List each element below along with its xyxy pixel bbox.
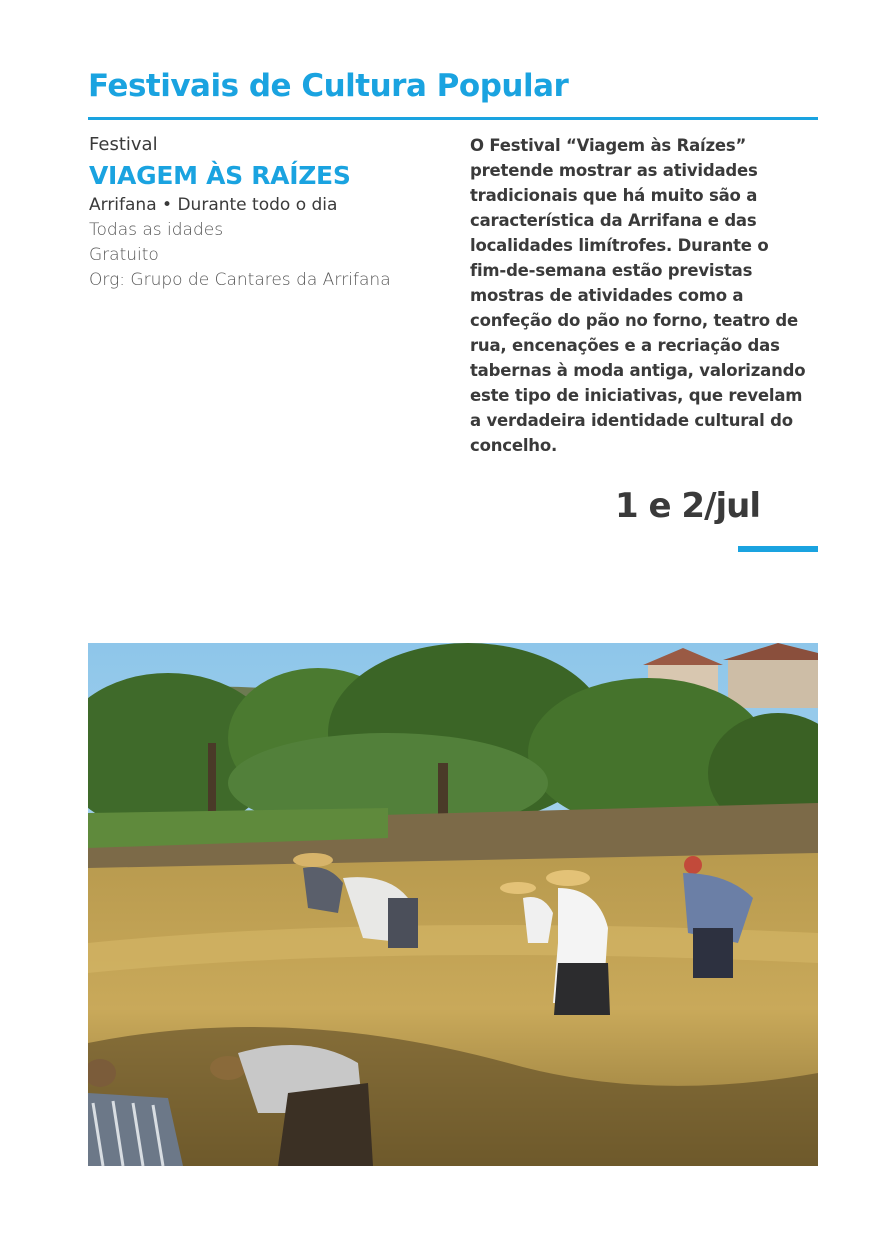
description-line: este tipo de iniciativas, que revelam — [470, 386, 803, 405]
event-location-time: Arrifana • Durante todo o dia — [89, 195, 338, 215]
event-category: Festival — [89, 134, 158, 155]
description-line: característica da Arrifana e das — [470, 211, 757, 230]
date-accent-bar — [738, 546, 818, 552]
description-line: localidades limítrofes. Durante o — [470, 236, 769, 255]
event-organizer: Org: Grupo de Cantares da Arrifana — [89, 270, 391, 290]
description-line: concelho. — [470, 436, 558, 455]
event-info — [89, 133, 449, 293]
description-line: rua, encenações e a recriação das — [470, 336, 780, 355]
description-line: tabernas à moda antiga, valorizando — [470, 361, 806, 380]
description-line: O Festival “Viagem às Raízes” — [470, 136, 747, 155]
description-line: mostras de atividades como a — [470, 286, 744, 305]
event-audience: Todas as idades — [89, 220, 224, 240]
page-title: Festivais de Cultura Popular — [88, 68, 569, 104]
description-line: tradicionais que há muito são a — [470, 186, 758, 205]
event-date: 1 e 2/jul — [615, 486, 760, 526]
event-price: Gratuito — [89, 245, 159, 265]
event-description — [470, 133, 815, 458]
event-name: VIAGEM ÀS RAÍZES — [89, 161, 351, 190]
description-line: confeção do pão no forno, teatro de — [470, 311, 799, 330]
description-line: a verdadeira identidade cultural do — [470, 411, 793, 430]
description-line: pretende mostrar as atividades — [470, 161, 758, 180]
title-divider — [88, 117, 818, 120]
event-photo — [88, 643, 818, 1166]
description-line: fim-de-semana estão previstas — [470, 261, 753, 280]
